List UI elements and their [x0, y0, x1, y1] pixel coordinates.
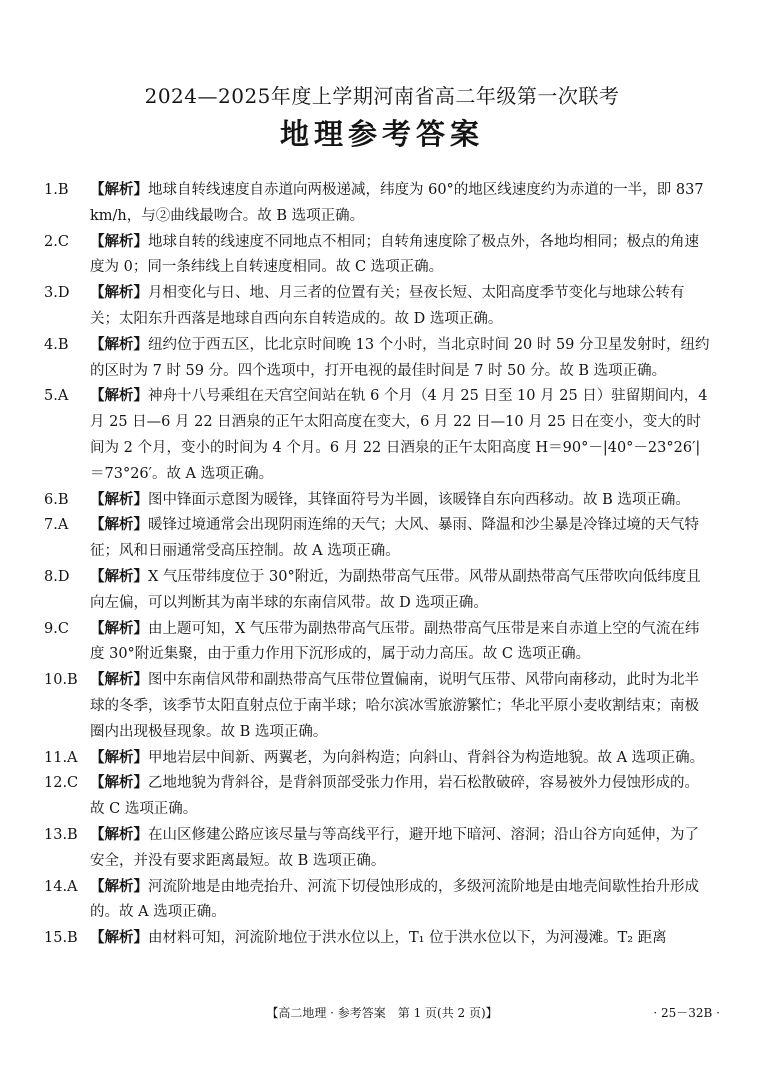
- analysis-text: 甲地岩层中间新、两翼老，为向斜构造；向斜山、背斜谷为构造地貌。故 A 选项正确。: [148, 749, 705, 766]
- analysis-text: 由材料可知，河流阶地位于洪水位以上，T₁ 位于洪水位以下，为河漫滩。T₂ 距离: [148, 930, 667, 947]
- answer-number: 15.B: [44, 930, 78, 947]
- answer-item: [44, 926, 712, 952]
- answer-item: [44, 178, 712, 230]
- answer-number: 13.B: [44, 826, 78, 843]
- analysis-text: 在山区修建公路应该尽量与等高线平行，避开地下暗河、溶洞；沿山谷方向延伸，为了安全，并没有要求距离最短。故 B 选项正确。: [90, 826, 699, 869]
- page-subtitle: 地理参考答案: [279, 117, 484, 151]
- answer-item: [44, 281, 712, 333]
- analysis-tag: 【解析】: [90, 568, 148, 585]
- analysis-tag: 【解析】: [90, 336, 148, 353]
- analysis-text: 河流阶地是由地壳抬升、河流下切侵蚀形成的，多级河流阶地是由地壳间歇性抬升形成的。故 A 选项正确。: [90, 878, 699, 921]
- analysis-tag: 【解析】: [90, 749, 148, 766]
- analysis-tag: 【解析】: [90, 233, 148, 250]
- analysis-tag: 【解析】: [90, 388, 148, 405]
- analysis-text: 图中锋面示意图为暖锋，其锋面符号为半圆，该暖锋自东向西移动。故 B 选项正确。: [148, 491, 690, 508]
- analysis-tag: 【解析】: [90, 182, 148, 198]
- answer-item: [44, 333, 712, 385]
- analysis-text: 图中东南信风带和副热带高气压带位置偏南，说明气压带、风带向南移动，此时为北半球的冬季，该季节太阳直射点位于南半球；哈尔滨冰雪旅游繁忙；华北平原小麦收割结束；南极圈内出现极昼现象。故 B 选项正确。: [90, 672, 699, 740]
- analysis-tag: 【解析】: [90, 878, 148, 895]
- footer-page-info: 【高二地理 · 参考答案 第 1 页(共 2 页)】: [266, 1006, 498, 1020]
- answer-item: [44, 771, 712, 823]
- analysis-tag: 【解析】: [90, 285, 148, 302]
- answer-item: [44, 617, 712, 669]
- analysis-text: 乙地地貌为背斜谷，是背斜顶部受张力作用，岩石松散破碎，容易被外力侵蚀形成的。故 C 选项正确。: [90, 775, 699, 818]
- answer-list: [44, 178, 712, 952]
- answer-number: 11.A: [44, 749, 78, 766]
- answer-item: [44, 384, 712, 487]
- answer-number: 5.A: [44, 388, 69, 405]
- answer-item: [44, 746, 712, 772]
- page-title: 2024—2025年度上学期河南省高二年级第一次联考: [144, 84, 620, 108]
- answer-number: 8.D: [44, 568, 70, 585]
- page-footer: [0, 1004, 764, 1028]
- analysis-tag: 【解析】: [90, 826, 148, 843]
- analysis-tag: 【解析】: [90, 775, 148, 792]
- analysis-text: 地球自转的线速度不同地点不相同；自转角速度除了极点外，各地均相同；极点的角速度为 0；同一条纬线上自转速度相同。故 C 选项正确。: [90, 233, 699, 276]
- answer-number: 1.B: [44, 182, 69, 198]
- analysis-text: 暖锋过境通常会出现阴雨连绵的天气；大风、暴雨、降温和沙尘暴是冷锋过境的天气特征；风和日丽通常受高压控制。故 A 选项正确。: [90, 517, 699, 560]
- answer-number: 14.A: [44, 878, 78, 895]
- answer-number: 7.A: [44, 517, 69, 534]
- answer-number: 4.B: [44, 336, 69, 353]
- analysis-text: 神舟十八号乘组在天宫空间站在轨 6 个月（4 月 25 日至 10 月 25 日）驻留期间内，4 月 25 日—6 月 22 日酒泉的正午太阳高度在变大，6 月 22 日—10 月 25 日在变小，变大的时间为 2 个月，变小的时间为 4 个月。6 月 22 日酒泉的正午太阳高度 H＝90°－|40°－23°26′|＝73°26′。故 A 选项正确。: [90, 388, 708, 482]
- answer-number: 2.C: [44, 233, 69, 250]
- answer-item: [44, 875, 712, 927]
- footer-code: · 25－32B ·: [653, 1006, 720, 1020]
- analysis-text: 由上题可知，X 气压带为副热带高气压带。副热带高气压带是来自赤道上空的气流在纬度 30°附近集聚，由于重力作用下沉形成的，属于动力高压。故 C 选项正确。: [90, 620, 700, 663]
- answer-number: 3.D: [44, 285, 70, 302]
- answer-item: [44, 230, 712, 282]
- answer-item: [44, 823, 712, 875]
- answer-number: 6.B: [44, 491, 69, 508]
- answer-number: 9.C: [44, 620, 69, 637]
- analysis-tag: 【解析】: [90, 930, 148, 947]
- answer-item: [44, 488, 712, 514]
- analysis-text: 月相变化与日、地、月三者的位置有关；昼夜长短、太阳高度季节变化与地球公转有关；太阳东升西落是地球自西向东自转造成的。故 D 选项正确。: [90, 285, 685, 327]
- answer-number: 12.C: [44, 775, 79, 792]
- analysis-text: 地球自转线速度自赤道向两极递减，纬度为 60°的地区线速度约为赤道的一半，即 837 km/h，与②曲线最吻合。故 B 选项正确。: [90, 182, 704, 224]
- analysis-text: X 气压带纬度位于 30°附近，为副热带高气压带。风带从副热带高气压带吹向低纬度且向左偏，可以判断其为南半球的东南信风带。故 D 选项正确。: [90, 568, 701, 611]
- answer-item: [44, 513, 712, 565]
- answer-item: [44, 565, 712, 617]
- answer-item: [44, 668, 712, 745]
- analysis-tag: 【解析】: [90, 491, 148, 508]
- analysis-tag: 【解析】: [90, 672, 148, 689]
- analysis-text: 纽约位于西五区，比北京时间晚 13 个小时，当北京时间 20 时 59 分卫星发射时，纽约的区时为 7 时 59 分。四个选项中，打开电视的最佳时间是 7 时 50 分。故 B 选项正确。: [90, 336, 710, 379]
- analysis-tag: 【解析】: [90, 517, 148, 534]
- analysis-tag: 【解析】: [90, 620, 148, 637]
- answer-number: 10.B: [44, 672, 78, 689]
